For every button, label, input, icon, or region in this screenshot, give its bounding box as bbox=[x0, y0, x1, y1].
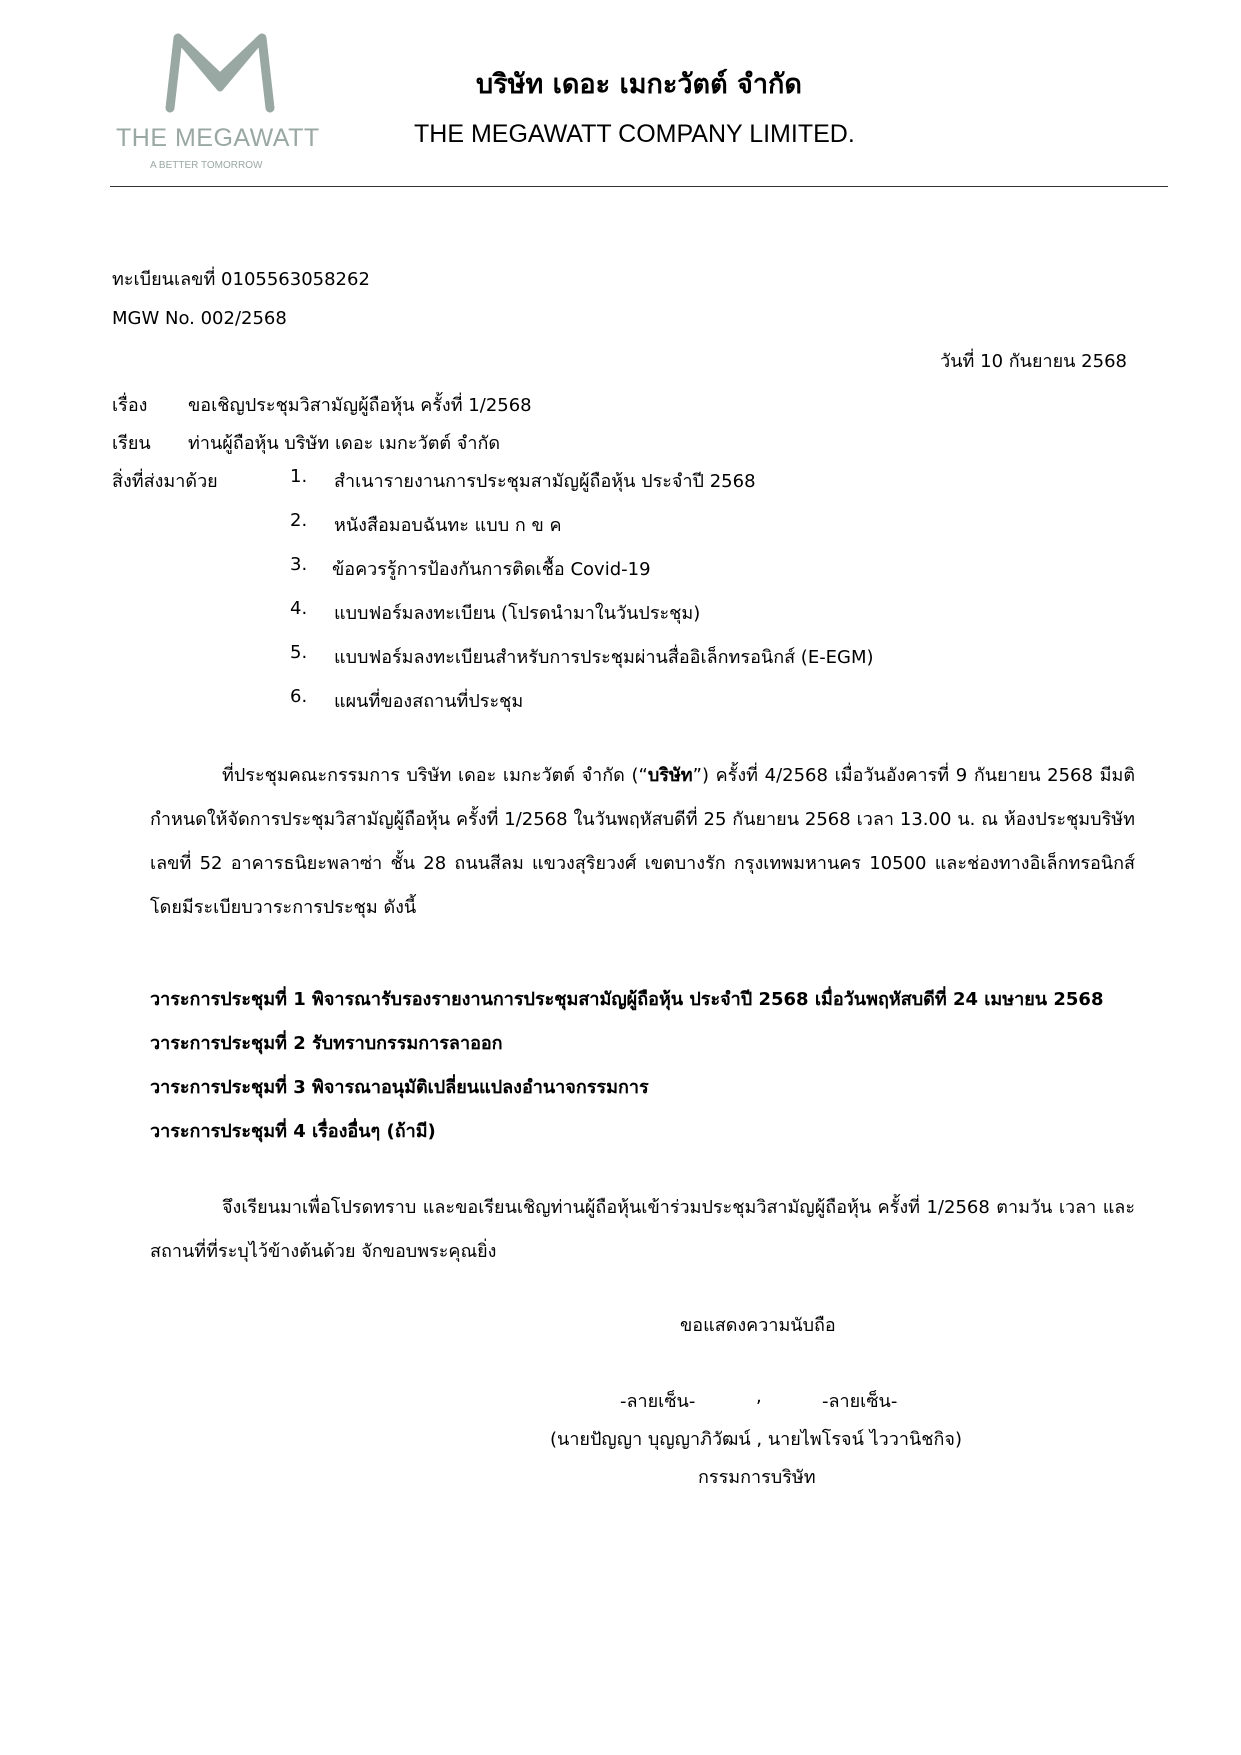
body-paragraph-1 bbox=[150, 754, 1135, 930]
enclosure-text: แบบฟอร์มลงทะเบียนสำหรับการประชุมผ่านสื่ออิเล็กทรอนิกส์ (E-EGM) bbox=[334, 647, 874, 668]
paragraph-bold: บริษัท bbox=[647, 765, 693, 786]
registration-number: ทะเบียนเลขที่ 0105563058262 bbox=[112, 269, 370, 290]
agenda-item: วาระการประชุมที่ 1 พิจารณารับรองรายงานการประชุมสามัญผู้ถือหุ้น ประจำปี 2568 เมื่อวันพฤหัสบดีที่ 24 เมษายน 2568 bbox=[150, 989, 1104, 1010]
signature-separator: , bbox=[756, 1386, 762, 1407]
subject-label: เรื่อง bbox=[112, 395, 148, 416]
enclosure-text: หนังสือมอบฉันทะ แบบ ก ข ค bbox=[334, 515, 562, 536]
header-divider bbox=[110, 186, 1168, 187]
paragraph-text: ”) ครั้งที่ 4/2568 เมื่อวันอังคารที่ 9 กันยายน 2568 มีมติกำหนดให้จัดการประชุมวิสามัญผู้ถือหุ้น ครั้งที่ 1/2568 ในวันพฤหัสบดีที่ 25 กันยายน 2568 เวลา 13.00 น. ณ ห้องประชุมบริษัท เลขที่ 52 อาคารธนิยะพลาซ่า ชั้น 28 ถนนสีลม แขวงสุริยวงศ์ เขตบางรัก กรุงเทพมหานคร 10500 และช่องทางอิเล็กทรอนิกส์ โดยมีระเบียบวาระการประชุม ดังนี้ bbox=[150, 765, 1136, 918]
to-label: เรียน bbox=[112, 433, 151, 454]
signature-1: -ลายเซ็น- bbox=[620, 1391, 696, 1412]
enclosure-text: แผนที่ของสถานที่ประชุม bbox=[334, 691, 524, 712]
enclosure-number: 3. bbox=[290, 554, 308, 575]
agenda-item: วาระการประชุมที่ 4 เรื่องอื่นๆ (ถ้ามี) bbox=[150, 1121, 436, 1142]
to-text: ท่านผู้ถือหุ้น บริษัท เดอะ เมกะวัตต์ จำกัด bbox=[188, 433, 501, 454]
closing-regards: ขอแสดงความนับถือ bbox=[680, 1315, 836, 1336]
enclosures-label: สิ่งที่ส่งมาด้วย bbox=[112, 471, 218, 492]
enclosure-number: 4. bbox=[290, 598, 308, 619]
body-paragraph-2 bbox=[150, 1186, 1135, 1274]
enclosure-text: แบบฟอร์มลงทะเบียน (โปรดนำมาในวันประชุม) bbox=[334, 603, 701, 624]
enclosure-number: 6. bbox=[290, 686, 308, 707]
signatory-position: กรรมการบริษัท bbox=[698, 1467, 816, 1488]
megawatt-logo-icon bbox=[160, 28, 280, 118]
signatory-names: (นายปัญญา บุญญาภิวัฒน์ , นายไพโรจน์ ไววานิชกิจ) bbox=[550, 1429, 962, 1450]
logo-name: THE MEGAWATT bbox=[116, 124, 320, 152]
agenda-item: วาระการประชุมที่ 3 พิจารณาอนุมัติเปลี่ยนแปลงอำนาจกรรมการ bbox=[150, 1077, 649, 1098]
subject-text: ขอเชิญประชุมวิสามัญผู้ถือหุ้น ครั้งที่ 1/2568 bbox=[188, 395, 532, 416]
document-date: วันที่ 10 กันยายน 2568 bbox=[940, 351, 1127, 372]
enclosure-text: สำเนารายงานการประชุมสามัญผู้ถือหุ้น ประจำปี 2568 bbox=[334, 471, 756, 492]
enclosure-text: ข้อควรรู้การป้องกันการติดเชื้อ Covid-19 bbox=[332, 559, 651, 580]
enclosure-number: 2. bbox=[290, 510, 308, 531]
signature-2: -ลายเซ็น- bbox=[822, 1391, 898, 1412]
company-name-th: บริษัท เดอะ เมกะวัตต์ จำกัด bbox=[476, 69, 802, 100]
logo-tagline: A BETTER TOMORROW bbox=[150, 160, 263, 171]
document-number: MGW No. 002/2568 bbox=[112, 308, 287, 329]
company-name-en: THE MEGAWATT COMPANY LIMITED. bbox=[414, 120, 855, 148]
agenda-item: วาระการประชุมที่ 2 รับทราบกรรมการลาออก bbox=[150, 1033, 503, 1054]
paragraph-text: ที่ประชุมคณะกรรมการ บริษัท เดอะ เมกะวัตต์ จำกัด (“ bbox=[222, 765, 648, 786]
enclosure-number: 5. bbox=[290, 642, 308, 663]
paragraph-text: จึงเรียนมาเพื่อโปรดทราบ และขอเรียนเชิญท่านผู้ถือหุ้นเข้าร่วมประชุมวิสามัญผู้ถือหุ้น ครั้งที่ 1/2568 ตามวัน เวลา และสถานที่ที่ระบุไว้ข้างต้นด้วย จักขอบพระคุณยิ่ง bbox=[150, 1197, 1135, 1262]
enclosure-number: 1. bbox=[290, 466, 308, 487]
